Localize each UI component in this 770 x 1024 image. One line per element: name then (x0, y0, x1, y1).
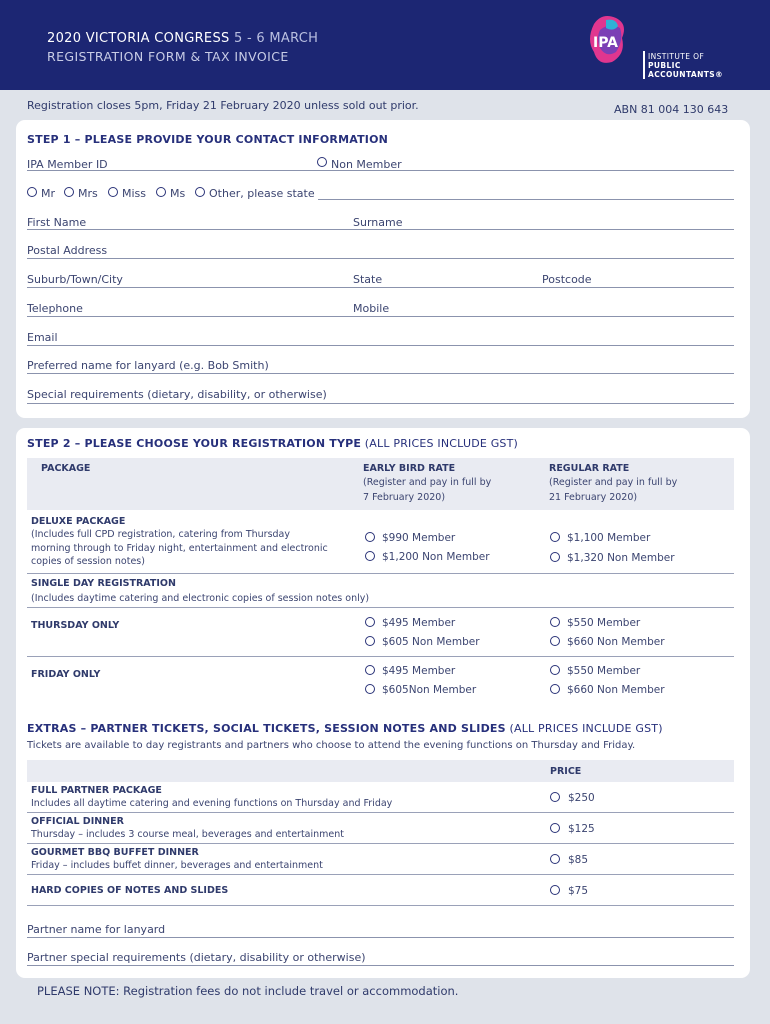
partner-special-label: Partner special requirements (dietary, disability or otherwise) (27, 951, 366, 964)
postal-address-field[interactable] (27, 258, 734, 259)
extra-item-title: FULL PARTNER PACKAGE (31, 785, 162, 796)
extra-item-title: GOURMET BBQ BUFFET DINNER (31, 847, 199, 858)
friday-only-label: FRIDAY ONLY (31, 669, 101, 680)
phone-field[interactable] (27, 316, 734, 317)
deluxe-desc: (Includes full CPD registration, catering from Thursday morning through to Friday night, entertainment and electronic copies of session notes) (31, 529, 328, 567)
extra-item-desc: Thursday – includes 3 course meal, beverages and entertainment (31, 829, 344, 840)
lanyard-field[interactable] (27, 373, 734, 374)
col-package: PACKAGE (41, 463, 91, 474)
extra-item-desc: Friday – includes buffet dinner, beverages and entertainment (31, 860, 323, 871)
title-ms-label: Ms (170, 187, 186, 200)
title-mr-label: Mr (41, 187, 56, 200)
col-early-bird: EARLY BIRD RATE (363, 463, 456, 474)
extra-item-title: HARD COPIES OF NOTES AND SLIDES (31, 885, 229, 896)
thu-early-member-radio[interactable] (365, 617, 375, 627)
thu-early-member-price: $495 Member (382, 617, 456, 629)
divider (27, 812, 734, 813)
special-requirements-field[interactable] (27, 403, 734, 404)
bottom-note: PLEASE NOTE: Registration fees do not include travel or accommodation. (37, 984, 459, 998)
col-regular: REGULAR RATE (549, 463, 630, 474)
institute-name: INSTITUTE OF PUBLIC ACCOUNTANTS® (648, 52, 723, 79)
surname-label: Surname (353, 216, 403, 229)
deluxe-early-member-radio[interactable] (365, 532, 375, 542)
step1-heading: STEP 1 – PLEASE PROVIDE YOUR CONTACT INFORMATION (27, 133, 389, 146)
col-regular-sub: (Register and pay in full by 21 February 2020) (549, 477, 678, 503)
divider (27, 573, 734, 574)
registration-deadline-note: Registration closes 5pm, Friday 21 February 2020 unless sold out prior. (27, 99, 419, 112)
thu-early-non-radio[interactable] (365, 636, 375, 646)
thu-reg-member-price: $550 Member (567, 617, 641, 629)
col-price: PRICE (550, 766, 582, 777)
col-early-bird-sub: (Register and pay in full by 7 February 2020) (363, 477, 492, 503)
extras-table-header (27, 760, 734, 782)
partner-name-field[interactable] (27, 937, 734, 938)
full-partner-radio[interactable] (550, 792, 560, 802)
telephone-label: Telephone (27, 302, 83, 315)
title-mr-radio[interactable] (27, 187, 37, 197)
partner-name-label: Partner name for lanyard (27, 923, 166, 936)
ipa-member-id-label: IPA Member ID (27, 158, 108, 171)
postal-address-label: Postal Address (27, 244, 108, 257)
logo-divider (643, 51, 645, 79)
extra-item-desc: Includes all daytime catering and evening functions on Thursday and Friday (31, 798, 393, 809)
thu-reg-non-price: $660 Non Member (567, 636, 665, 648)
partner-special-field[interactable] (27, 965, 734, 966)
other-title-field[interactable] (318, 199, 734, 200)
extras-intro: Tickets are available to day registrants and partners who choose to attend the evening functions on Thursday and Friday. (27, 740, 636, 751)
non-member-label: Non Member (331, 158, 402, 171)
deluxe-title: DELUXE PACKAGE (31, 516, 126, 527)
postcode-label: Postcode (542, 273, 592, 286)
title-mrs-radio[interactable] (64, 187, 74, 197)
thu-reg-member-radio[interactable] (550, 617, 560, 627)
form-subtitle: REGISTRATION FORM & TAX INVOICE (47, 49, 289, 64)
non-member-radio[interactable] (317, 157, 327, 167)
fri-early-member-price: $495 Member (382, 665, 456, 677)
lanyard-label: Preferred name for lanyard (e.g. Bob Smith) (27, 359, 269, 372)
congress-title: 2020 VICTORIA CONGRESS 5 - 6 MARCH (47, 31, 319, 46)
extra-item-price: $75 (568, 885, 589, 897)
extra-item-price: $250 (568, 792, 595, 804)
first-name-label: First Name (27, 216, 87, 229)
deluxe-reg-member-radio[interactable] (550, 532, 560, 542)
state-label: State (353, 273, 383, 286)
special-requirements-label: Special requirements (dietary, disability, or otherwise) (27, 388, 327, 401)
single-day-desc: (Includes daytime catering and electronic copies of session notes only) (31, 593, 370, 604)
single-day-title: SINGLE DAY REGISTRATION (31, 578, 176, 589)
fri-early-non-radio[interactable] (365, 684, 375, 694)
extras-heading: EXTRAS – PARTNER TICKETS, SOCIAL TICKETS, SESSION NOTES AND SLIDES (ALL PRICES INCLUDE GST) (27, 722, 663, 735)
fri-reg-member-price: $550 Member (567, 665, 641, 677)
suburb-label: Suburb/Town/City (27, 273, 123, 286)
fri-early-non-price: $605Non Member (382, 684, 477, 696)
header-banner (0, 0, 770, 90)
hard-copies-radio[interactable] (550, 885, 560, 895)
bbq-dinner-radio[interactable] (550, 854, 560, 864)
extra-item-price: $85 (568, 854, 589, 866)
deluxe-early-member-price: $990 Member (382, 532, 456, 544)
official-dinner-radio[interactable] (550, 823, 560, 833)
title-miss-radio[interactable] (108, 187, 118, 197)
extra-item-price: $125 (568, 823, 595, 835)
suburb-field[interactable] (27, 287, 734, 288)
title-ms-radio[interactable] (156, 187, 166, 197)
deluxe-reg-member-price: $1,100 Member (567, 532, 651, 544)
fri-early-member-radio[interactable] (365, 665, 375, 675)
divider (27, 905, 734, 906)
thu-reg-non-radio[interactable] (550, 636, 560, 646)
abn-number: ABN 81 004 130 643 (614, 103, 729, 116)
fri-reg-non-radio[interactable] (550, 684, 560, 694)
ipa-logo-text: IPA (593, 35, 619, 51)
fri-reg-member-radio[interactable] (550, 665, 560, 675)
name-field[interactable] (27, 229, 734, 230)
email-field[interactable] (27, 345, 734, 346)
deluxe-reg-non-price: $1,320 Non Member (567, 552, 675, 564)
divider (27, 843, 734, 844)
divider (27, 874, 734, 875)
title-other-label: Other, please state (209, 187, 315, 200)
step2-heading: STEP 2 – PLEASE CHOOSE YOUR REGISTRATION TYPE (ALL PRICES INCLUDE GST) (27, 437, 519, 450)
deluxe-reg-non-radio[interactable] (550, 552, 560, 562)
ipa-member-id-field[interactable] (27, 170, 734, 171)
title-other-radio[interactable] (195, 187, 205, 197)
fri-reg-non-price: $660 Non Member (567, 684, 665, 696)
mobile-label: Mobile (353, 302, 390, 315)
title-miss-label: Miss (122, 187, 147, 200)
title-mrs-label: Mrs (78, 187, 98, 200)
thursday-only-label: THURSDAY ONLY (31, 620, 120, 631)
extra-item-title: OFFICIAL DINNER (31, 816, 124, 827)
deluxe-early-non-price: $1,200 Non Member (382, 551, 490, 563)
email-label: Email (27, 331, 58, 344)
divider (27, 656, 734, 657)
thu-early-non-price: $605 Non Member (382, 636, 480, 648)
divider (27, 607, 734, 608)
deluxe-early-non-radio[interactable] (365, 551, 375, 561)
